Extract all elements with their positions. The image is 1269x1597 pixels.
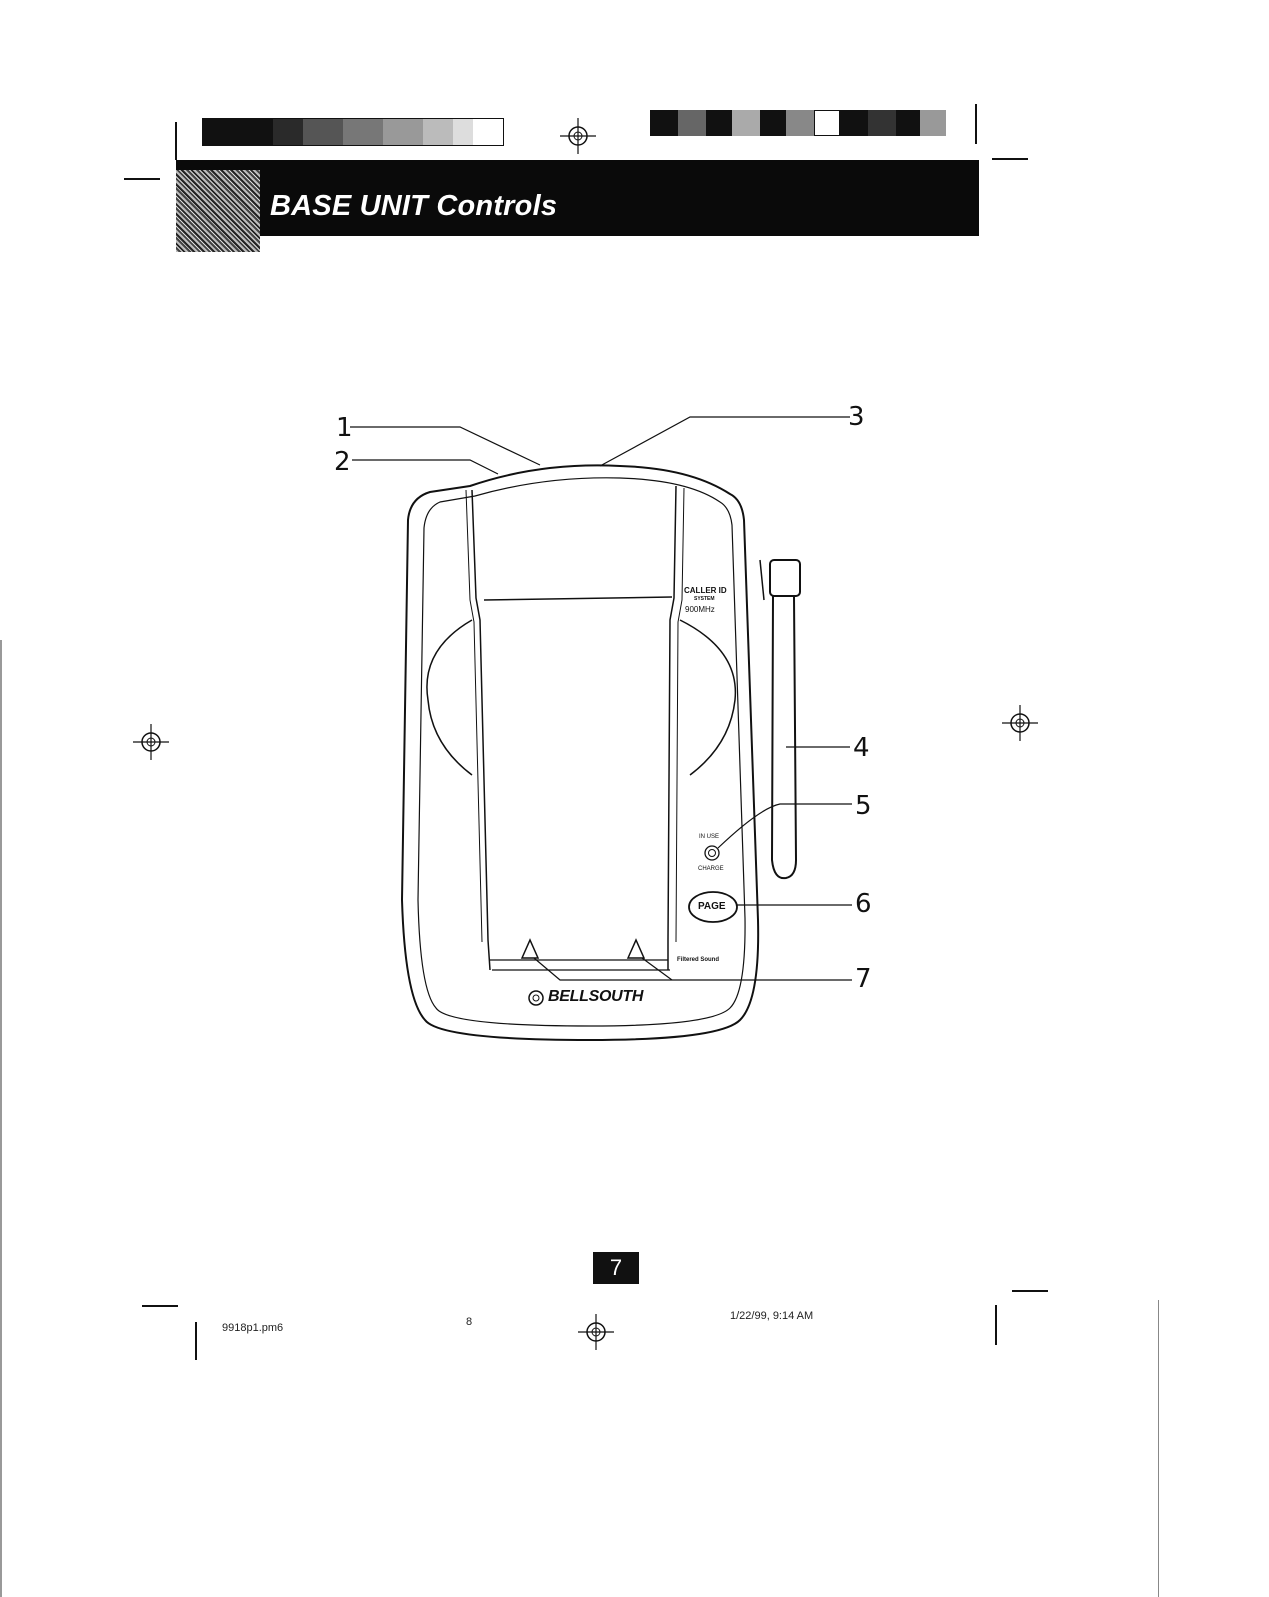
callout-5: 5 [855, 791, 872, 821]
page-number: 7 [593, 1252, 639, 1284]
callout-3: 3 [848, 402, 865, 432]
in-use-label: IN USE [699, 834, 720, 840]
crop-mark [175, 122, 177, 160]
footer-timestamp: 1/22/99, 9:14 AM [730, 1310, 814, 1322]
caller-id-label: CALLER ID [684, 586, 727, 595]
frequency-label: 900MHz [685, 605, 715, 614]
registration-mark-icon [131, 722, 171, 762]
callout-2: 2 [334, 447, 351, 477]
header-texture [176, 170, 260, 252]
charge-label: CHARGE [698, 866, 724, 872]
callout-6: 6 [855, 889, 872, 919]
color-bar-right [650, 110, 948, 136]
crop-mark [124, 178, 160, 180]
system-label: SYSTEM [694, 596, 715, 602]
registration-mark-icon [558, 116, 598, 156]
crop-mark [195, 1322, 197, 1360]
callout-1: 1 [336, 413, 353, 443]
base-unit-illustration [320, 395, 900, 1055]
registration-mark-icon [1000, 703, 1040, 743]
crop-mark [995, 1305, 997, 1345]
page-title: BASE UNIT Controls [270, 190, 558, 222]
footer-sheet: 8 [466, 1316, 473, 1328]
scan-edge [1158, 1300, 1159, 1597]
page-button: PAGE [698, 901, 726, 912]
brand-logo-text: BELLSOUTH [548, 988, 644, 1005]
filtered-sound-label: Filtered Sound [677, 957, 719, 963]
crop-mark [1012, 1290, 1048, 1292]
footer-file-name: 9918p1.pm6 [222, 1322, 284, 1334]
crop-mark [975, 104, 977, 144]
color-bar-left [202, 118, 504, 146]
crop-mark [142, 1305, 178, 1307]
callout-7: 7 [855, 964, 872, 994]
scan-edge [0, 640, 2, 1597]
callout-4: 4 [853, 733, 870, 763]
registration-mark-icon [576, 1312, 616, 1352]
crop-mark [992, 158, 1028, 160]
